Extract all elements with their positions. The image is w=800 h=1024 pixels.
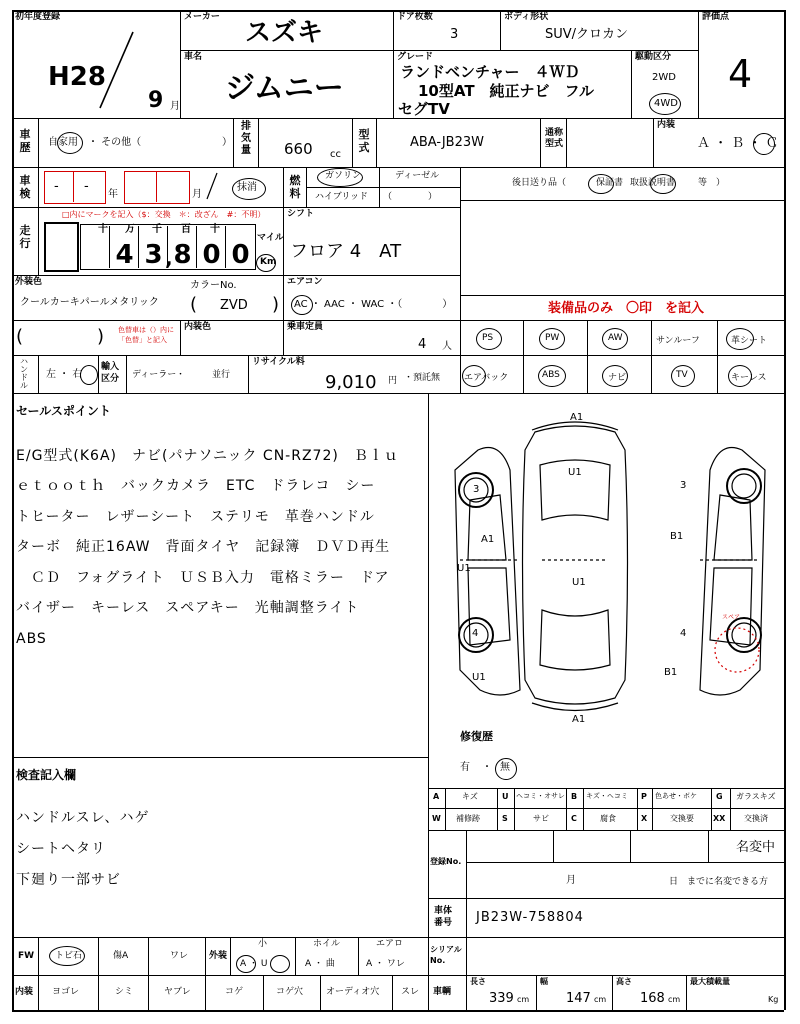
grade-label: グレード: [397, 52, 434, 62]
handle-label: ハ ン ド ル: [20, 357, 28, 390]
tire-rear-left: 4: [472, 628, 479, 639]
reg-month-label: 月: [566, 875, 576, 886]
docs-etc: 等 ）: [698, 178, 726, 188]
body-value: SUV/クロカン: [545, 27, 629, 42]
mileage-comma: ,: [165, 246, 173, 270]
equip-tv: TV: [676, 370, 688, 380]
int-burn: コゲ: [225, 987, 244, 997]
diag-roof: U1: [572, 577, 586, 588]
interior-c-circle: [753, 133, 775, 155]
chassis-value: JB23W-758804: [476, 910, 584, 925]
cc-unit: cc: [330, 149, 341, 160]
handle-right-circle: [80, 365, 98, 385]
ext-aero-options: A ・ ワレ: [366, 959, 405, 969]
drive-4wd: 4WD: [654, 98, 678, 109]
equip-sunroof: サンルーフ: [656, 336, 700, 346]
sales-line: ＣＤ フォグライト ＵＳＢ入力 電格ミラー ドア: [16, 570, 390, 586]
docs-manual: 保証書: [596, 178, 624, 188]
history-label: 車 歴: [19, 128, 31, 154]
docs-label: 後日送り品（: [512, 178, 567, 188]
drive-2wd: 2WD: [652, 72, 676, 83]
spare-label: スペア: [722, 614, 741, 621]
inspection-dash-2: -: [84, 179, 89, 194]
diag-left-rear: U1: [472, 672, 486, 683]
manual-circle: [588, 174, 614, 194]
fw-crack: ワレ: [170, 951, 189, 961]
fw-label: FW: [18, 951, 35, 961]
sales-line: バイザー キーレス スペアキー 光軸調整ライト: [16, 600, 360, 616]
car-name-label: 車名: [184, 52, 203, 62]
equip-ps: PS: [482, 333, 494, 343]
mileage-note: □内にマークを記入（$：交換 ＊：改ざん #：不明）: [62, 210, 266, 219]
drive-label: 駆動区分: [635, 52, 672, 62]
inspection-dash-1: -: [54, 179, 59, 194]
reg-era: H28: [48, 62, 106, 92]
score-value: 4: [728, 52, 753, 96]
diag-rear: A1: [572, 714, 586, 725]
int-dirt: ヨゴレ: [52, 987, 80, 997]
inspection-expired: 抹消: [237, 182, 257, 193]
length-value: 339: [489, 991, 514, 1006]
km-label: Km: [260, 257, 277, 267]
mileage-digit: 0: [196, 226, 226, 268]
equip-airbag: エアバック: [464, 373, 509, 383]
ext-aero-label: エアロ: [376, 939, 404, 949]
aircon-label: エアコン: [287, 277, 323, 287]
sales-line: ABS: [16, 631, 47, 647]
common-type-label: 通称 型式: [545, 128, 564, 149]
equip-abs: ABS: [542, 370, 560, 380]
capacity-unit: 人: [442, 341, 452, 352]
equip-pw-circle: [539, 328, 565, 350]
mileage-digit: 0: [225, 226, 255, 268]
equip-navi: ナビ: [608, 373, 627, 383]
ext-a-circle: [236, 955, 256, 973]
tire-front-right: 3: [680, 480, 687, 491]
interior-bottom-label: 内装: [15, 987, 34, 997]
max-load-label: 最大積載量: [690, 977, 730, 986]
maker-label: メーカー: [184, 12, 220, 22]
equip-keyless-circle: [728, 365, 752, 387]
sales-line: ターボ 純正16AW 背面タイヤ 記録簿 ＤＶＤ再生: [16, 539, 391, 555]
inspector-notes-label: 検査記入欄: [16, 768, 77, 782]
handle-value: 左 ・ 右: [46, 369, 83, 380]
width-label: 幅: [540, 977, 548, 986]
int-tear: ヤブレ: [164, 987, 191, 997]
equip-aw: AW: [608, 333, 623, 343]
repair-no-circle: [495, 758, 517, 780]
ext-u-circle: [270, 955, 290, 973]
doors-value: 3: [450, 27, 459, 42]
int-color-label: 内装色: [184, 322, 212, 332]
body-label: ボディ形状: [504, 12, 549, 22]
fuel-hybrid: ハイブリッド: [315, 192, 369, 202]
ext-small-options: A ・ U: [240, 959, 268, 969]
model-label: 型 式: [358, 128, 370, 154]
sales-line: E/G型式(K6A) ナビ(パナソニック CN-RZ72) Ｂｌｕ: [16, 448, 399, 464]
diag-right-door: B1: [670, 531, 684, 542]
import-parallel: 並行: [212, 370, 231, 380]
expired-circle: [232, 178, 266, 200]
recycle-deposit: ・預託無: [404, 373, 441, 383]
equip-aw-circle: [602, 328, 628, 350]
interior-label: 内装: [657, 120, 676, 130]
docs-instructions: 取扱説明書: [630, 178, 676, 188]
int-audio-hole: オーディオ穴: [326, 987, 380, 997]
ext-wheel-options: A ・ 曲: [305, 959, 335, 969]
mileage-marker-box: [44, 222, 79, 272]
repair-history-label: 修復歴: [460, 730, 493, 743]
height-value: 168: [640, 991, 665, 1006]
drive-4wd-circle: [649, 93, 681, 115]
fw-scratch: 傷A: [113, 951, 129, 961]
maker-value: スズキ: [245, 18, 324, 48]
reg-no-label: 登録No.: [430, 857, 462, 866]
shift-label: シフト: [287, 209, 315, 219]
width-value: 147: [566, 991, 591, 1006]
name-change-label: 名変中: [736, 840, 776, 855]
recycle-value: 9,010: [325, 372, 377, 393]
reg-month: 9: [148, 88, 164, 113]
fw-chip-circle: [49, 946, 85, 966]
equip-pw: PW: [545, 333, 560, 343]
ext-small-label: 小: [258, 939, 268, 949]
size-label: 車輌: [433, 987, 452, 997]
diag-left-door: A1: [481, 534, 495, 545]
equipment-header: 装備品のみ 〇印 を記入: [548, 301, 705, 316]
diag-left-side: U1: [457, 563, 471, 574]
fuel-diesel: ディーゼル: [395, 171, 440, 181]
mile-label: マイル: [257, 233, 284, 243]
inspection-month-box: [124, 171, 190, 204]
inspection-month-unit: 月: [192, 189, 202, 200]
length-label: 長さ: [470, 977, 486, 986]
sales-points-label: セールスポイント: [16, 404, 111, 418]
fw-chip: トビ石: [55, 951, 83, 961]
tire-rear-right: 4: [680, 628, 687, 639]
auction-sheet: 初年度登録 H28 9 月 メーカー スズキ ドア枚数 3 ボディ形状 SUV/クロカン 評価点 4 車名 ジムニー グレード ランドベンチャー ４ＷＤ 10型AT 純正ナビ フル セグTV 駆動区分 2WD 4WD 車 歴 自家用 ・ その他（ ） 排 気 量 660 cc 型 式 ABA-JB23W 通称 型式 内装 Ａ ・ Ｂ ・ Ｃ 車 検 - - 年 月 抹消 燃 料 ガソリン ディーゼル ハイブリッド （ ） 後日送り品（ 保証書 取扱説明書 等 ） 走 行 □内にマークを記入（$：交換 ＊：改ざん #：不明） 十 万 千 百 十 4 3 , 8 0 0 マイル Km シフト フロア 4 AT 外装色 クールカーキパールメタリック カラーNo. ( ZVD ) エアコン AC ・ AAC ・ WAC ・（ ） 装備品のみ 〇印 を記入 ( ) 色替車は（）内に 「色替」と記入 内装色 乗車定員 4 人 PS PW AW サンルーフ 革シート ハ ン ド ル 左 ・ 右 輸入 区分 ディーラー ・ 並行 リサイクル料 9,010 円 ・預託無 エアバック ABS ナビ TV キーレス セールスポイント E/G型式(K6A) ナビ(パナソニック CN-RZ72) Ｂｌｕ ｅｔｏｏｔｈ バックカメラ ETC ドラレコ シー トヒーター レザーシート ステリモ 革巻ハンドル ターボ 純正16AW 背面タイヤ 記録簿 ＤＶＤ再生 ＣＤ フォグライト ＵＳＢ入力 電格ミラー ドア バイザー キーレス スペアキー 光軸調整ライト ABS A1 U1 U1 A1 A1 U1 U1 B1 B1 3 3 4 4 スペア 修復歴 有 ・ 無 A キズ U ヘコミ・オサレ B キズ・ヘコミ P 色あせ・ボケ G ガラスキズ W 補修跡 S サビ C 腐食 X 交換要 XX 交換済 登録No. 名変中 月 日 までに名変できる方 車体 番号 JB23W-758804 検査記入欄 ハンドルスレ、ハゲ シートヘタリ 下廻り一部サビ FW トビ石 傷A ワレ 外装 小 A ・ U ホイル A ・ 曲 エアロ A ・ ワレ シリアル No. 内装 ヨゴレ シミ ヤブレ コゲ コゲ穴 オーディオ穴 スレ 車輌 長さ 339 cm 幅 147 cm 高さ 168 cm 最大積載量 Kg: [0, 0, 800, 1024]
usage-value: 自家用 ・ その他（: [48, 137, 142, 148]
reg-month-unit: 月: [170, 101, 180, 112]
score-label: 評価点: [702, 12, 730, 22]
int-burn-hole: コゲ穴: [276, 987, 304, 997]
int-stain: シミ: [115, 987, 134, 997]
first-reg-label: 初年度登録: [15, 12, 61, 22]
tire-front-left: 3: [473, 484, 480, 495]
exterior-label: 外装: [209, 951, 228, 961]
displacement-label: 排 気 量: [241, 121, 251, 156]
grade-line-3: セグTV: [398, 100, 450, 118]
int-wear: スレ: [401, 987, 420, 997]
ext-wheel-label: ホイル: [313, 939, 341, 949]
name-change-by: 日 までに名変できる方: [669, 877, 769, 887]
mileage-label: 走 行: [19, 224, 31, 250]
year-slash: [95, 28, 140, 113]
km-circle: [256, 254, 276, 272]
recycle-label: リサイクル料: [252, 357, 305, 367]
aircon-options: AC ・ AAC ・ WAC ・（ ）: [294, 299, 453, 310]
chassis-label: 車体 番号: [434, 906, 453, 928]
import-dealer: ディーラー: [132, 370, 177, 380]
doors-label: ドア枚数: [397, 12, 433, 22]
inspector-line: 下廻り一部サビ: [16, 872, 121, 888]
instructions-circle: [650, 174, 676, 194]
equip-keyless: キーレス: [731, 373, 767, 383]
equip-leather-circle: [726, 328, 754, 350]
serial-label: シリアル No.: [430, 945, 462, 965]
repair-yes: 有: [460, 762, 470, 773]
height-label: 高さ: [616, 977, 632, 986]
mileage-digit: 8: [167, 226, 197, 268]
equip-tv-circle: [671, 365, 695, 387]
color-no-label: カラーNo.: [190, 280, 237, 291]
sales-line: ｅｔｏｏｔｈ バックカメラ ETC ドラレコ シー: [16, 478, 376, 494]
gasoline-circle: [317, 168, 363, 187]
inspector-line: ハンドルスレ、ハゲ: [16, 810, 150, 826]
diag-hood: U1: [568, 467, 582, 478]
color-change-note: 色替車は（）内に 「色替」と記入: [118, 326, 174, 344]
fuel-label: 燃 料: [289, 174, 301, 200]
ext-color-value: クールカーキパールメタリック: [20, 297, 159, 308]
private-circle: [57, 132, 83, 154]
interior-grades: Ａ ・ Ｂ ・ Ｃ: [697, 136, 779, 151]
capacity-label: 乗車定員: [287, 322, 324, 332]
fuel-gasoline: ガソリン: [325, 171, 362, 181]
car-damage-diagram: [440, 410, 780, 730]
color-code: ZVD: [220, 298, 248, 313]
equip-ps-circle: [476, 328, 502, 350]
mileage-digit: 4: [109, 226, 139, 268]
mileage-digit: 3: [138, 226, 168, 268]
recycle-unit: 円: [388, 376, 398, 386]
equip-navi-circle: [602, 365, 628, 387]
capacity-value: 4: [418, 337, 427, 352]
grade-line-2: 10型AT 純正ナビ フル: [418, 82, 594, 100]
repair-no: 無: [500, 762, 510, 773]
import-label: 輸入 区分: [101, 362, 120, 384]
fuel-other: （ ）: [383, 192, 438, 202]
shift-value: フロア 4 AT: [290, 241, 402, 262]
diag-front: A1: [570, 412, 584, 423]
sales-line: トヒーター レザーシート ステリモ 革巻ハンドル: [16, 509, 375, 525]
equip-airbag-circle: [462, 365, 486, 387]
inspector-line: シートヘタリ: [16, 841, 106, 857]
model-value: ABA-JB23W: [410, 135, 484, 150]
inspection-label: 車 検: [19, 174, 31, 200]
equip-abs-circle: [538, 365, 566, 387]
car-name-value: ジムニー: [225, 71, 344, 106]
diag-right-rear: B1: [664, 667, 678, 678]
ac-circle: [291, 295, 313, 315]
equip-leather: 革シート: [731, 336, 768, 346]
ext-color-label: 外装色: [15, 277, 43, 287]
displacement-value: 660: [284, 140, 313, 158]
inspection-year-unit: 年: [108, 189, 118, 200]
usage-close: ）: [222, 137, 232, 148]
grade-line-1: ランドベンチャー ４ＷＤ: [400, 63, 580, 81]
kg-unit: Kg: [768, 995, 779, 1004]
